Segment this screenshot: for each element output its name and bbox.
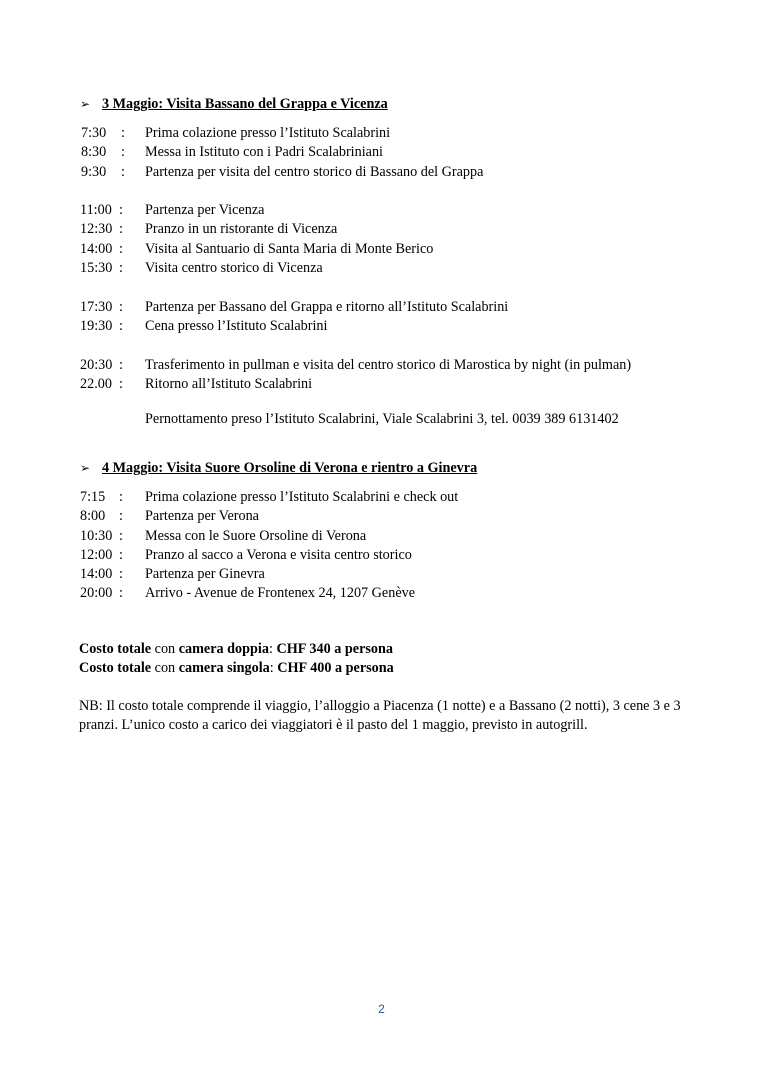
schedule-desc: Ritorno all’Istituto Scalabrini [145, 375, 313, 392]
schedule-row [0, 124, 763, 143]
schedule-desc: Prima colazione presso l’Istituto Scalabrini e check out [145, 489, 459, 505]
schedule-sep: : [119, 508, 123, 525]
schedule-desc: Partenza per Bassano del Grappa e ritorno all’Istituto Scalabrini [145, 298, 509, 315]
schedule-time: 9:30 [81, 163, 107, 180]
cost-single-line [79, 659, 394, 678]
schedule-sep: : [119, 240, 123, 257]
schedule-group [0, 298, 763, 337]
schedule-row [0, 317, 763, 336]
schedule-desc: Cena presso l’Istituto Scalabrini [145, 317, 328, 334]
schedule-desc: Arrivo - Avenue de Frontenex 24, 1207 Genève [145, 585, 416, 602]
room-type: camera singola [178, 660, 270, 676]
schedule-desc: Messa con le Suore Orsoline di Verona [145, 527, 367, 544]
cost-label: Costo totale [79, 641, 152, 657]
schedule-row [0, 259, 763, 278]
schedule-time: 14:00 [80, 566, 113, 583]
schedule-row [0, 298, 763, 317]
cost-price: CHF 400 a persona [277, 660, 394, 676]
schedule-desc: Visita centro storico di Vicenza [145, 260, 323, 277]
schedule-sep: : [119, 221, 123, 238]
schedule-desc: Partenza per Verona [145, 508, 259, 525]
schedule-row [0, 356, 763, 375]
schedule-sep: : [119, 317, 123, 334]
schedule-row [0, 143, 763, 162]
schedule-row [0, 375, 763, 394]
schedule-sep: : [119, 356, 123, 373]
schedule-row [0, 220, 763, 239]
schedule-row [0, 527, 763, 546]
schedule-row [0, 201, 763, 220]
schedule-row [0, 546, 763, 565]
schedule-sep: : [119, 585, 123, 602]
nb-paragraph: NB: Il costo totale comprende il viaggio, l’alloggio a Piacenza (1 notte) e a Bassano (2 notti), 3 cene 3 e 3 pranzi. L’unico costo a carico dei viaggiatori è il pasto del 1 maggio, previsto in autogrill. [79, 698, 681, 734]
schedule-time: 20:00 [80, 585, 113, 602]
schedule-time: 11:00 [80, 202, 112, 219]
schedule-row [0, 565, 763, 584]
schedule-sep: : [121, 163, 125, 180]
schedule-sep: : [121, 144, 125, 161]
day3-title: 3 Maggio: Visita Bassano del Grappa e Vicenza [102, 96, 388, 112]
schedule-time: 17:30 [80, 298, 113, 315]
arrow-bullet-icon: ➢ [80, 461, 91, 475]
schedule-row [0, 507, 763, 526]
schedule-sep: : [119, 260, 123, 277]
schedule-row [0, 488, 763, 507]
schedule-sep: : [121, 125, 125, 141]
schedule-desc: Pranzo al sacco a Verona e visita centro storico [145, 546, 412, 563]
schedule-time: 10:30 [80, 527, 113, 544]
schedule-time: 19:30 [80, 317, 113, 334]
room-type: camera doppia [178, 641, 269, 657]
schedule-group [0, 201, 763, 278]
day4-title: 4 Maggio: Visita Suore Orsoline di Verona e rientro a Ginevra [102, 460, 478, 476]
schedule-time: 12:00 [80, 546, 113, 563]
schedule-desc: Pranzo in un ristorante di Vicenza [145, 221, 338, 238]
day4-schedule [0, 488, 763, 604]
schedule-row [0, 163, 763, 182]
schedule-time: 20:30 [80, 356, 113, 373]
cost-colon: : [269, 660, 278, 676]
schedule-time: 12:30 [80, 221, 113, 238]
schedule-row [0, 240, 763, 259]
schedule-time: 8:30 [81, 144, 107, 161]
day3-schedule [0, 124, 763, 394]
schedule-time: 7:30 [81, 125, 107, 141]
schedule-desc: Messa in Istituto con i Padri Scalabriniani [145, 144, 383, 161]
schedule-sep: : [119, 489, 123, 505]
overnight-note: Pernottamento preso l’Istituto Scalabrini, Viale Scalabrini 3, tel. 0039 389 6131402 [145, 411, 619, 427]
day4-heading [80, 459, 477, 478]
schedule-desc: Trasferimento in pullman e visita del centro storico di Marostica by night (in pulman) [145, 356, 632, 373]
schedule-row [0, 584, 763, 603]
cost-price: CHF 340 a persona [276, 641, 393, 657]
schedule-time: 14:00 [80, 240, 113, 257]
cost-colon: : [268, 641, 277, 657]
schedule-sep: : [119, 527, 123, 544]
schedule-desc: Prima colazione presso l’Istituto Scalabrini [145, 125, 391, 141]
schedule-sep: : [119, 298, 123, 315]
schedule-time: 22.00 [80, 375, 112, 392]
schedule-time: 7:15 [80, 489, 106, 505]
schedule-group [0, 356, 763, 395]
schedule-group [0, 124, 763, 182]
schedule-sep: : [119, 566, 123, 583]
schedule-sep: : [119, 546, 123, 563]
day3-heading [80, 95, 388, 114]
schedule-sep: : [119, 202, 123, 219]
schedule-time: 15:30 [80, 260, 113, 277]
schedule-desc: Partenza per visita del centro storico di Bassano del Grappa [145, 163, 484, 180]
schedule-desc: Visita al Santuario di Santa Maria di Monte Berico [145, 240, 434, 257]
arrow-bullet-icon: ➢ [80, 97, 91, 111]
schedule-time: 8:00 [80, 508, 106, 525]
cost-connector: con [151, 641, 179, 657]
schedule-desc: Partenza per Ginevra [145, 566, 265, 583]
cost-label: Costo totale [79, 660, 152, 676]
schedule-desc: Partenza per Vicenza [145, 202, 265, 219]
schedule-sep: : [119, 375, 123, 392]
page-number: 2 [378, 1002, 385, 1016]
cost-double-line [79, 640, 393, 659]
cost-connector: con [151, 660, 179, 676]
